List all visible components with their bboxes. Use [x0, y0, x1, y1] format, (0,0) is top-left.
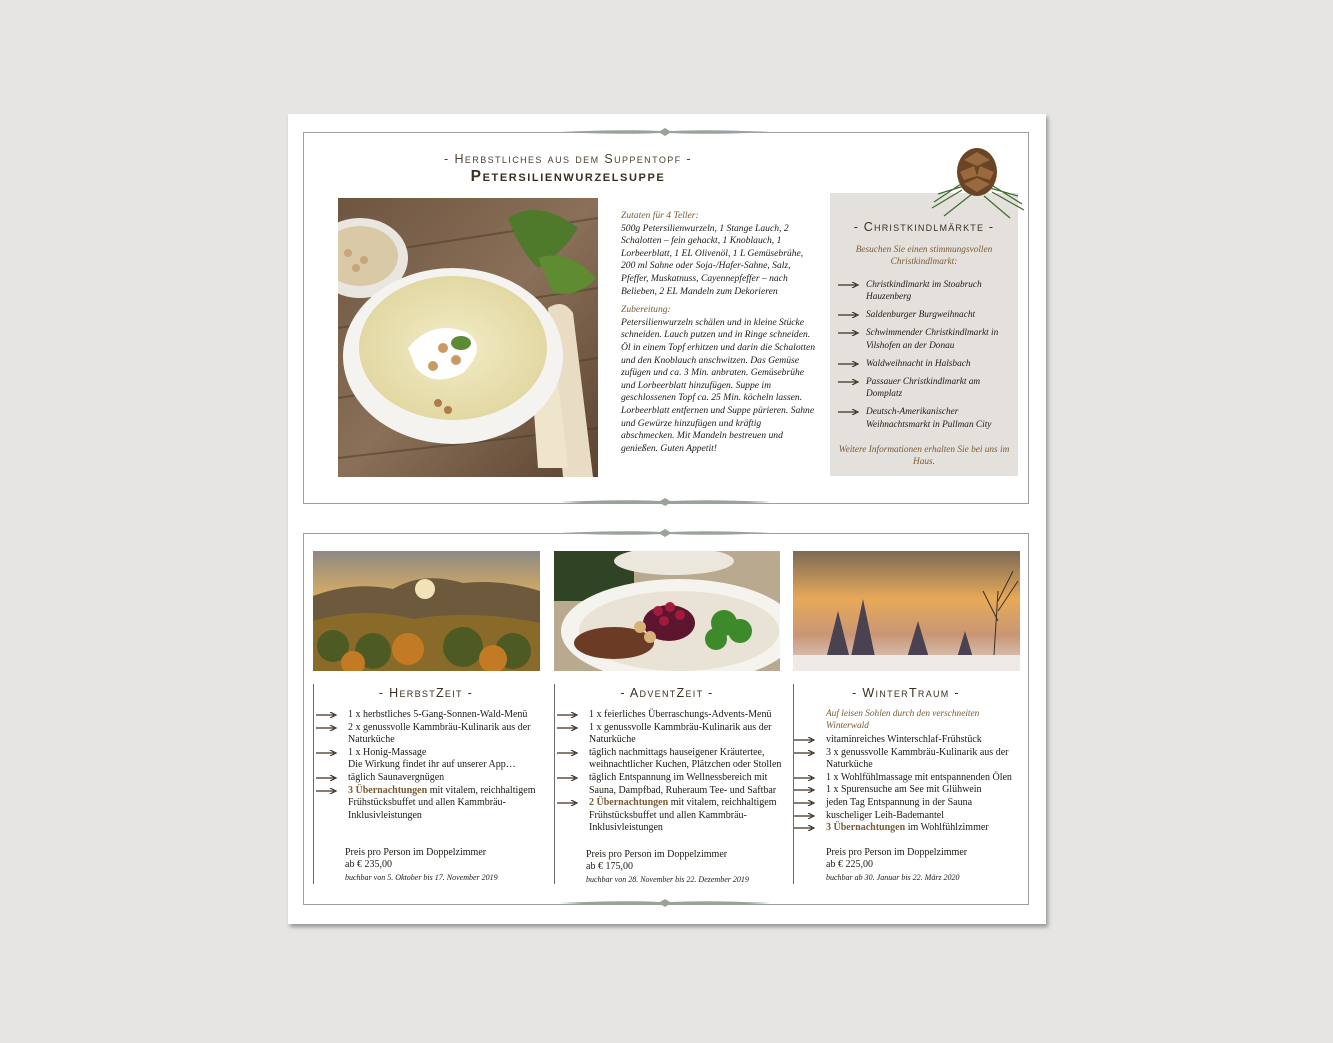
- markets-footer: Weitere Informationen erhalten Sie bei uns im Haus.: [838, 445, 1010, 467]
- arrow-icon: [794, 825, 816, 831]
- list-item: vitaminreiches Winterschlaf-Frühstück: [794, 734, 1022, 747]
- market-item: Waldweihnacht in Halsbach: [838, 358, 1016, 370]
- bookable-dates: buchbar von 28. November bis 22. Dezember 2019: [586, 875, 749, 884]
- list-item: 1 x herbstliches 5-Gang-Sonnen-Wald-Menü: [316, 709, 542, 722]
- flyer-sheet: [288, 114, 1046, 924]
- markets-list: [838, 279, 1016, 437]
- list-item: 1 x Honig-Massage: [316, 747, 542, 760]
- list-item: täglich Saunavergnügen: [316, 772, 542, 785]
- list-item: 3 x genussvolle Kammbräu-Kulinarik aus der Naturküche: [794, 747, 1022, 772]
- arrow-icon: [557, 750, 579, 756]
- preparation-label: Zubereitung:: [621, 304, 671, 316]
- arrow-icon: [838, 282, 860, 288]
- list-item: 1 x feierliches Überraschungs-Advents-Menü: [557, 709, 783, 722]
- list-item: 3 Übernachtungen im Wohlfühlzimmer: [794, 822, 1022, 835]
- price-value: ab € 175,00: [586, 861, 633, 872]
- list-item: Die Wirkung findet ihr auf unserer App…: [348, 759, 516, 771]
- arrow-icon: [794, 737, 816, 743]
- arrow-icon: [557, 712, 579, 718]
- soup-photo: [338, 198, 598, 477]
- package-title-adventzeit: - AdventZeit -: [620, 686, 714, 700]
- pinecone-icon: [924, 142, 1032, 222]
- autumn-forest-photo: [313, 551, 540, 671]
- christmas-dish-photo: [554, 551, 780, 671]
- list-item: 3 Übernachtungen mit vitalem, reichhaltigem Frühstücksbuffet und allen Kammbräu-Inklusivleistungen: [316, 785, 542, 823]
- christmas-markets-box: [830, 193, 1018, 476]
- market-item: Christkindlmarkt im Stoabruch Hauzenberg: [838, 279, 1016, 304]
- recipe-kicker: - Herbstliches aus dem Suppentopf -: [444, 152, 692, 166]
- package-list-adventzeit: [557, 709, 783, 835]
- markets-title: - Christkindlmärkte -: [853, 220, 995, 234]
- price-value: ab € 235,00: [345, 859, 392, 870]
- market-item: Deutsch-Amerikanischer Weihnachtsmarkt in Pullman City: [838, 406, 1016, 431]
- arrow-icon: [838, 361, 860, 367]
- list-item: 2 Übernachtungen mit vitalem, reichhaltigem Frühstücksbuffet und allen Kammbräu-Inklusivleistungen: [557, 797, 783, 835]
- arrow-icon: [316, 750, 338, 756]
- price-label: Preis pro Person im Doppelzimmer: [826, 847, 968, 858]
- arrow-icon: [557, 775, 579, 781]
- ingredients-text: 500g Petersilienwurzeln, 1 Stange Lauch, 2 Schalotten – fein gehackt, 1 Knoblauch, 1 Lorbeerblatt, 1 EL Olivenöl, 1 L Gemüsebrühe, 200 ml Sahne oder Soja-/Hafer-Sahne, Salz, Pfeffer, Muskatnuss, Cayennepfeffer – nach Belieben, 2 EL Mandeln zum Dekorieren: [621, 222, 804, 297]
- list-item: 1 x Spurensuche am See mit Glühwein: [794, 784, 1022, 797]
- arrow-icon: [838, 409, 860, 415]
- list-item: 2 x genussvolle Kammbräu-Kulinarik aus der Naturküche: [316, 722, 542, 747]
- price-label: Preis pro Person im Doppelzimmer: [345, 847, 487, 858]
- arrow-icon: [794, 787, 816, 793]
- arrow-icon: [794, 750, 816, 756]
- markets-intro: Besuchen Sie einen stimmungsvollen Christkindlmarkt:: [855, 245, 993, 267]
- bookable-dates: buchbar von 5. Oktober bis 17. November 2019: [345, 873, 498, 882]
- list-item: jeden Tag Entspannung in der Sauna: [794, 797, 1022, 810]
- arrow-icon: [838, 312, 860, 318]
- recipe-text: [621, 210, 816, 455]
- arrow-icon: [557, 800, 579, 806]
- arrow-icon: [838, 379, 860, 385]
- ornament-bottom: [560, 899, 770, 907]
- package-title-herbstzeit: - HerbstZeit -: [378, 686, 474, 700]
- preparation-text: Petersilienwurzeln schälen und in kleine Stücke schneiden. Lauch putzen und in Ringe schneiden. Öl in einem Topf erhitzen und darin die Schalotten und den Knoblauch anschwitzen. Das Gemüse zufügen und ca. 3 Min. anbraten. Gemüsebrühe und Lorbeerblatt hinzufügen. Suppe im geschlossenen Topf ca. 25 Min. köcheln lassen. Lorbeerblatt entfernen und Suppe pürieren. Sahne und Gewürze hinzufügen und kräftig abschmecken. Mit Mandeln bestreuen und genießen. Guten Appetit!: [621, 316, 815, 454]
- arrow-icon: [838, 330, 860, 336]
- list-item: 1 x genussvolle Kammbräu-Kulinarik aus der Naturküche: [557, 722, 783, 747]
- package-list-herbstzeit: [316, 709, 542, 822]
- recipe-title: Petersilienwurzelsuppe: [470, 168, 666, 185]
- arrow-icon: [316, 788, 338, 794]
- package-list-wintertraum: [794, 734, 1022, 835]
- arrow-icon: [794, 775, 816, 781]
- arrow-icon: [794, 813, 816, 819]
- ornament-middle-top: [560, 498, 770, 506]
- arrow-icon: [316, 775, 338, 781]
- bookable-dates: buchbar ab 30. Januar bis 22. März 2020: [826, 873, 960, 882]
- arrow-icon: [557, 725, 579, 731]
- arrow-icon: [316, 712, 338, 718]
- package-subtitle: Auf leisen Sohlen durch den verschneiten Winterwald: [826, 709, 980, 731]
- market-item: Saldenburger Burgweihnacht: [838, 309, 1016, 321]
- package-title-wintertraum: - WinterTraum -: [852, 686, 960, 700]
- price-label: Preis pro Person im Doppelzimmer: [586, 849, 728, 860]
- winter-forest-photo: [793, 551, 1020, 671]
- list-item: täglich Entspannung im Wellnessbereich mit Sauna, Dampfbad, Ruheraum Tee- und Saftbar: [557, 772, 783, 797]
- market-item: Schwimmender Christkindlmarkt in Vilshofen an der Donau: [838, 327, 1016, 352]
- column-rule: [554, 684, 555, 884]
- market-item: Passauer Christkindlmarkt am Domplatz: [838, 376, 1016, 401]
- ingredients-label: Zutaten für 4 Teller:: [621, 210, 699, 221]
- list-item: kuscheliger Leih-Bademantel: [794, 810, 1022, 823]
- column-rule: [313, 684, 314, 884]
- ornament-top: [560, 128, 770, 136]
- ornament-middle-bottom: [560, 529, 770, 537]
- arrow-icon: [794, 800, 816, 806]
- arrow-icon: [316, 725, 338, 731]
- list-item: täglich nachmittags hauseigener Kräutertee, weihnachtlicher Kuchen, Plätzchen oder Stollen: [557, 747, 783, 772]
- price-value: ab € 225,00: [826, 859, 873, 870]
- list-item: 1 x Wohlfühlmassage mit entspannenden Ölen: [794, 772, 1022, 785]
